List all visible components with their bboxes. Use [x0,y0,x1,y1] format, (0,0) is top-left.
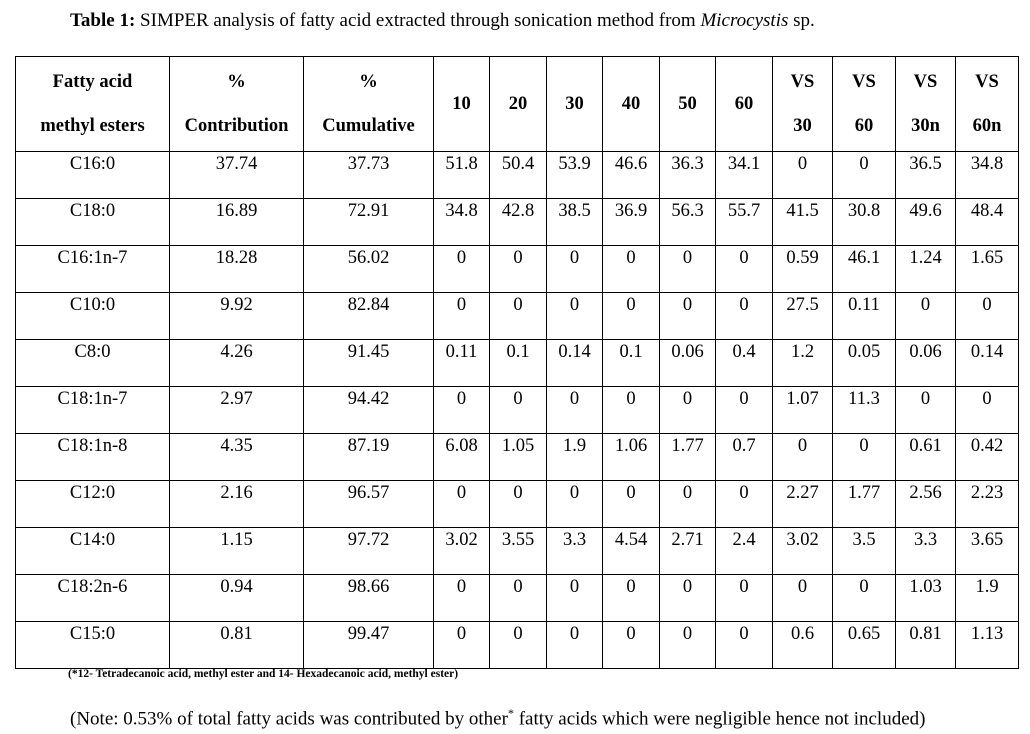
table-cell: 1.77 [660,434,716,481]
table-cell: 0.81 [170,622,304,669]
fatty-acid-name-cell: C16:1n-7 [16,246,170,293]
fatty-acid-name-cell: C12:0 [16,481,170,528]
column-header-line1: Fatty acid [52,72,133,92]
table-cell: 2.4 [716,528,773,575]
table-cell: 4.35 [170,434,304,481]
table-cell: 0.94 [170,575,304,622]
table-cell: 98.66 [304,575,434,622]
note-text: (Note: 0.53% of total fatty acids was contributed by other [70,708,508,730]
table-cell: 3.02 [434,528,490,575]
footnote: (*12- Tetradecanoic acid, methyl ester and 14- Hexadecanoic acid, methyl ester) [68,668,459,680]
table-cell: 0 [490,293,547,340]
column-header [773,57,833,152]
caption-text-end: sp. [788,10,815,31]
table-cell: 0 [660,293,716,340]
table-cell: 0.42 [956,434,1019,481]
table-cell: 1.07 [773,387,833,434]
table-cell: 0.06 [660,340,716,387]
column-header: 40 [603,57,660,152]
column-header-line1: VS [975,72,999,92]
column-header-line2: Contribution [184,116,289,136]
table-cell: 2.16 [170,481,304,528]
table-cell: 3.55 [490,528,547,575]
column-header: 50 [660,57,716,152]
table-cell: 91.45 [304,340,434,387]
table-cell: 1.65 [956,246,1019,293]
table-cell: 72.91 [304,199,434,246]
table-cell: 0 [833,152,896,199]
table-cell: 27.5 [773,293,833,340]
table-cell: 3.3 [547,528,603,575]
table-cell: 36.3 [660,152,716,199]
table-cell: 9.92 [170,293,304,340]
table-cell: 0 [434,481,490,528]
column-header-line2: 30n [911,116,940,136]
column-header: 20 [490,57,547,152]
table-cell: 0.14 [956,340,1019,387]
table-row [16,481,1019,528]
table-cell: 3.3 [896,528,956,575]
table-cell: 41.5 [773,199,833,246]
table-cell: 0.1 [603,340,660,387]
table-cell: 87.19 [304,434,434,481]
table-cell: 1.15 [170,528,304,575]
table-cell: 30.8 [833,199,896,246]
table-cell: 0 [896,293,956,340]
column-header [16,57,170,152]
table-cell: 34.8 [956,152,1019,199]
fatty-acid-name-cell: C14:0 [16,528,170,575]
table-cell: 82.84 [304,293,434,340]
table-cell: 1.03 [896,575,956,622]
fatty-acid-name-cell: C10:0 [16,293,170,340]
table-cell: 0 [660,387,716,434]
table-cell: 0.4 [716,340,773,387]
table-cell: 2.27 [773,481,833,528]
header-row [16,57,1019,152]
table-cell: 0 [833,434,896,481]
table-cell: 2.23 [956,481,1019,528]
table-cell: 50.4 [490,152,547,199]
table-cell: 96.57 [304,481,434,528]
table-cell: 37.73 [304,152,434,199]
table-cell: 11.3 [833,387,896,434]
table-cell: 0.11 [434,340,490,387]
table-cell: 0 [716,481,773,528]
table-row [16,340,1019,387]
table-cell: 4.26 [170,340,304,387]
table-cell: 0 [956,387,1019,434]
column-header-line2: 60n [972,116,1002,136]
table-cell: 0.59 [773,246,833,293]
table-cell: 0 [716,387,773,434]
table-cell: 3.65 [956,528,1019,575]
table-cell: 46.6 [603,152,660,199]
table-cell: 0.06 [896,340,956,387]
fatty-acid-name-cell: C16:0 [16,152,170,199]
table-cell: 0 [660,575,716,622]
table-cell: 48.4 [956,199,1019,246]
table-cell: 36.5 [896,152,956,199]
table-cell: 0 [603,622,660,669]
table-cell: 0.65 [833,622,896,669]
table-row [16,622,1019,669]
table-cell: 2.97 [170,387,304,434]
table-cell: 1.05 [490,434,547,481]
table-cell: 0 [603,293,660,340]
table-cell: 0 [716,293,773,340]
column-header-line1: VS [913,72,938,92]
table-cell: 0 [660,246,716,293]
table-cell: 6.08 [434,434,490,481]
table-cell: 38.5 [547,199,603,246]
column-header: 60 [716,57,773,152]
table-cell: 53.9 [547,152,603,199]
column-header-line1: VS [852,72,876,92]
table-cell: 0 [603,387,660,434]
table-cell: 34.1 [716,152,773,199]
fatty-acid-name-cell: C15:0 [16,622,170,669]
table-cell: 0 [956,293,1019,340]
table-row [16,434,1019,481]
note [70,706,925,730]
table-cell: 94.42 [304,387,434,434]
table-cell: 0 [603,575,660,622]
table-row [16,528,1019,575]
note-text-end: fatty acids which were negligible hence not included) [513,708,926,730]
table-cell: 1.9 [956,575,1019,622]
table-cell: 0.05 [833,340,896,387]
table-cell: 0 [434,293,490,340]
table-cell: 0 [773,152,833,199]
table-cell: 0 [547,622,603,669]
column-header [304,57,434,152]
table-cell: 0 [896,387,956,434]
column-header-line2: 30 [793,116,812,136]
column-header-line1: % [227,72,246,92]
fatty-acid-name-cell: C18:1n-8 [16,434,170,481]
fatty-acid-name-cell: C18:2n-6 [16,575,170,622]
table-row [16,246,1019,293]
table-body [16,152,1019,669]
note-asterisk: * [507,706,514,720]
table-cell: 99.47 [304,622,434,669]
column-header: 30 [547,57,603,152]
column-header: 10 [434,57,490,152]
simper-table [15,56,1019,669]
table-cell: 0.61 [896,434,956,481]
column-header-line2: 60 [854,116,874,136]
column-header-line1: VS [790,72,815,92]
table-cell: 0 [773,434,833,481]
table-cell: 0 [434,575,490,622]
table-cell: 97.72 [304,528,434,575]
table-cell: 16.89 [170,199,304,246]
table-cell: 0 [434,622,490,669]
table-cell: 0 [716,246,773,293]
table-cell: 18.28 [170,246,304,293]
table-cell: 0 [716,622,773,669]
table-cell: 0 [490,575,547,622]
table-cell: 0 [660,622,716,669]
table-cell: 0.14 [547,340,603,387]
table-row [16,293,1019,340]
table-cell: 0 [490,387,547,434]
table-cell: 2.71 [660,528,716,575]
table-cell: 0 [434,387,490,434]
column-header-line2: Cumulative [322,116,415,136]
table-cell: 0.1 [490,340,547,387]
table-cell: 46.1 [833,246,896,293]
table-cell: 0 [490,246,547,293]
table-cell: 3.02 [773,528,833,575]
table-cell: 3.5 [833,528,896,575]
table-cell: 55.7 [716,199,773,246]
table-cell: 0 [547,387,603,434]
table-cell: 0 [603,246,660,293]
table-cell: 2.56 [896,481,956,528]
caption-label: Table 1: [70,10,136,31]
table-cell: 0.6 [773,622,833,669]
table-cell: 1.9 [547,434,603,481]
table-cell: 34.8 [434,199,490,246]
table-cell: 0 [603,481,660,528]
table-cell: 0 [490,481,547,528]
table-cell: 36.9 [603,199,660,246]
fatty-acid-name-cell: C18:0 [16,199,170,246]
column-header-line2: methyl esters [40,116,145,136]
column-header [956,57,1019,152]
table-cell: 0 [547,293,603,340]
column-header-line1: % [359,72,378,92]
table-cell: 49.6 [896,199,956,246]
table-row [16,575,1019,622]
table-cell: 1.77 [833,481,896,528]
table-cell: 56.02 [304,246,434,293]
table-cell: 0.7 [716,434,773,481]
fatty-acid-name-cell: C18:1n-7 [16,387,170,434]
table-cell: 0 [773,575,833,622]
table-row [16,387,1019,434]
column-header [833,57,896,152]
table-cell: 1.2 [773,340,833,387]
table-cell: 0 [434,246,490,293]
caption-species: Microcystis [700,10,789,31]
fatty-acid-name-cell: C8:0 [16,340,170,387]
caption-text: SIMPER analysis of fatty acid extracted through sonication method from [135,10,701,31]
table-cell: 0 [716,575,773,622]
table-cell: 0.11 [833,293,896,340]
table-cell: 1.13 [956,622,1019,669]
table-cell: 42.8 [490,199,547,246]
table-cell: 0 [547,481,603,528]
table-row [16,199,1019,246]
table-cell: 51.8 [434,152,490,199]
table-cell: 0 [547,246,603,293]
table-cell: 0.81 [896,622,956,669]
table-cell: 1.24 [896,246,956,293]
table-cell: 0 [490,622,547,669]
table-cell: 0 [547,575,603,622]
table-cell: 4.54 [603,528,660,575]
table-cell: 37.74 [170,152,304,199]
table-caption [70,10,815,32]
table-cell: 1.06 [603,434,660,481]
table-cell: 0 [833,575,896,622]
column-header [896,57,956,152]
table-row [16,152,1019,199]
table-cell: 0 [660,481,716,528]
table-cell: 56.3 [660,199,716,246]
column-header [170,57,304,152]
